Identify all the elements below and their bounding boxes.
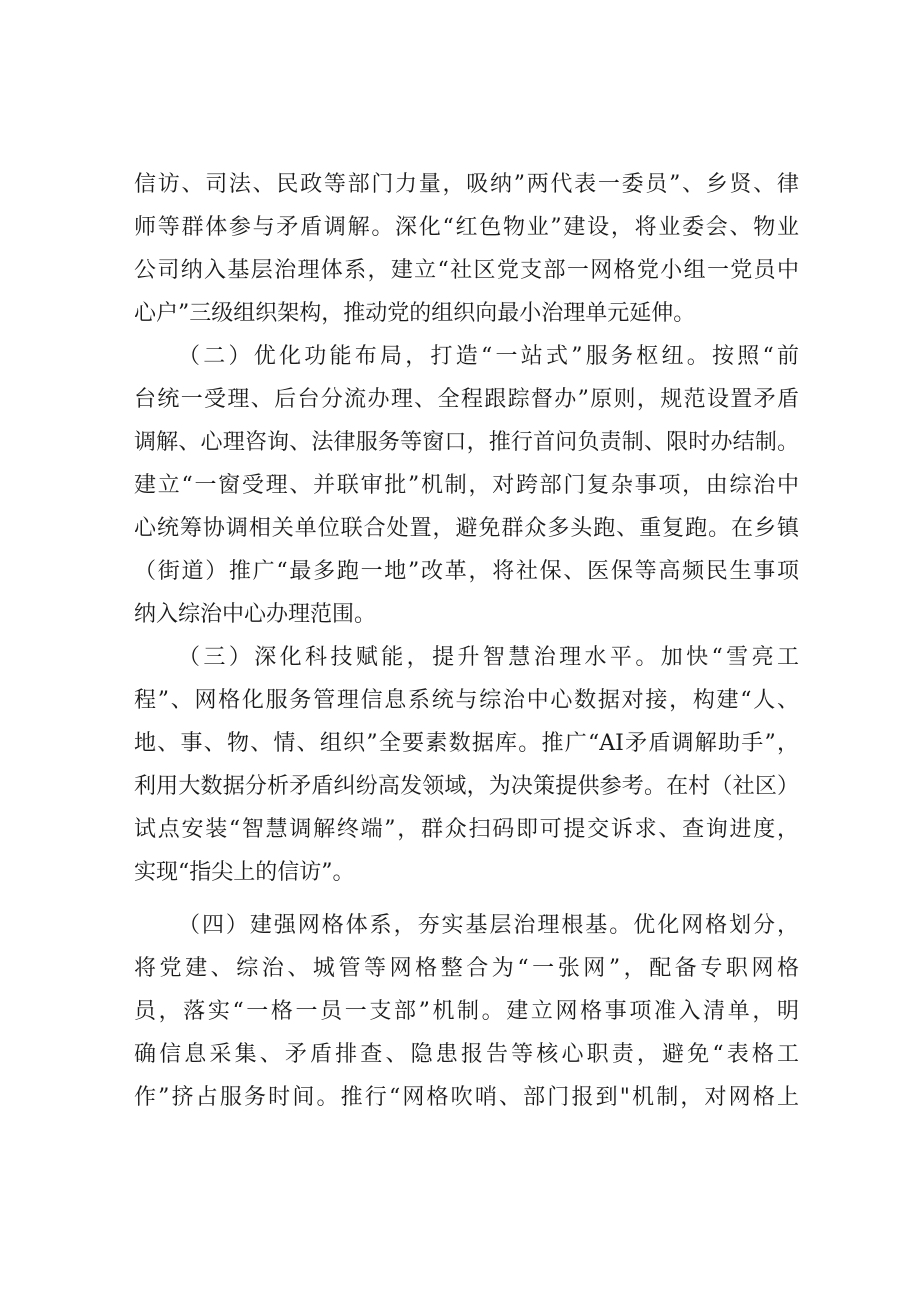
text-line: （三）深化科技赋能，提升智慧治理水平。加快“雪亮工 bbox=[178, 645, 799, 670]
text-line: 心户”三级组织架构，推动党的组织向最小治理单元延伸。 bbox=[134, 301, 696, 326]
text-line: 公司纳入基层治理体系，建立“社区党支部一网格党小组一党员中 bbox=[134, 258, 799, 283]
text-line: 确信息采集、矛盾排查、隐患报告等核心职责，避免“表格工 bbox=[134, 1042, 799, 1067]
text-line: 建立“一窗受理、并联审批”机制，对跨部门复杂事项，由综治中 bbox=[134, 473, 799, 498]
text-line: 作”挤占服务时间。推行“网格吹哨、部门报到"机制，对网格上 bbox=[134, 1085, 799, 1110]
text-line: 试点安装“智慧调解终端”，群众扫码即可提交诉求、查询进度， bbox=[134, 817, 799, 842]
text-line: 调解、心理咨询、法律服务等窗口，推行首问负责制、限时办结制。 bbox=[134, 430, 799, 455]
text-line: 台统一受理、后台分流办理、全程跟踪督办”原则，规范设置矛盾 bbox=[134, 387, 799, 412]
text-line: 信访、司法、民政等部门力量，吸纳”两代表一委员”、乡贤、律 bbox=[134, 172, 799, 197]
text-line: （四）建强网格体系，夯实基层治理根基。优化网格划分， bbox=[178, 913, 799, 938]
text-line: 心统筹协调相关单位联合处置，避免群众多头跑、重复跑。在乡镇 bbox=[134, 516, 799, 541]
text-line: 员，落实“一格一员一支部”机制。建立网格事项准入清单，明 bbox=[134, 999, 799, 1024]
text-line: （二）优化功能布局，打造“一站式”服务枢纽。按照“前 bbox=[178, 344, 799, 369]
text-line: 程”、网格化服务管理信息系统与综治中心数据对接，构建“人、 bbox=[134, 688, 799, 713]
text-line: 利用大数据分析矛盾纠纷高发领域，为决策提供参考。在村（社区） bbox=[134, 774, 799, 799]
text-line: 师等群体参与矛盾调解。深化“红色物业”建设，将业委会、物业 bbox=[134, 215, 799, 240]
text-line: 地、事、物、情、组织”全要素数据库。推广“AI矛盾调解助手”， bbox=[134, 731, 799, 756]
text-line: 实现“指尖上的信访”。 bbox=[134, 860, 355, 885]
text-line: 将党建、综治、城管等网格整合为“一张网”，配备专职网格 bbox=[134, 956, 799, 981]
text-line: 纳入综治中心办理范围。 bbox=[134, 602, 377, 627]
text-line: （街道）推广“最多跑一地”改革，将社保、医保等高频民生事项 bbox=[134, 559, 799, 584]
